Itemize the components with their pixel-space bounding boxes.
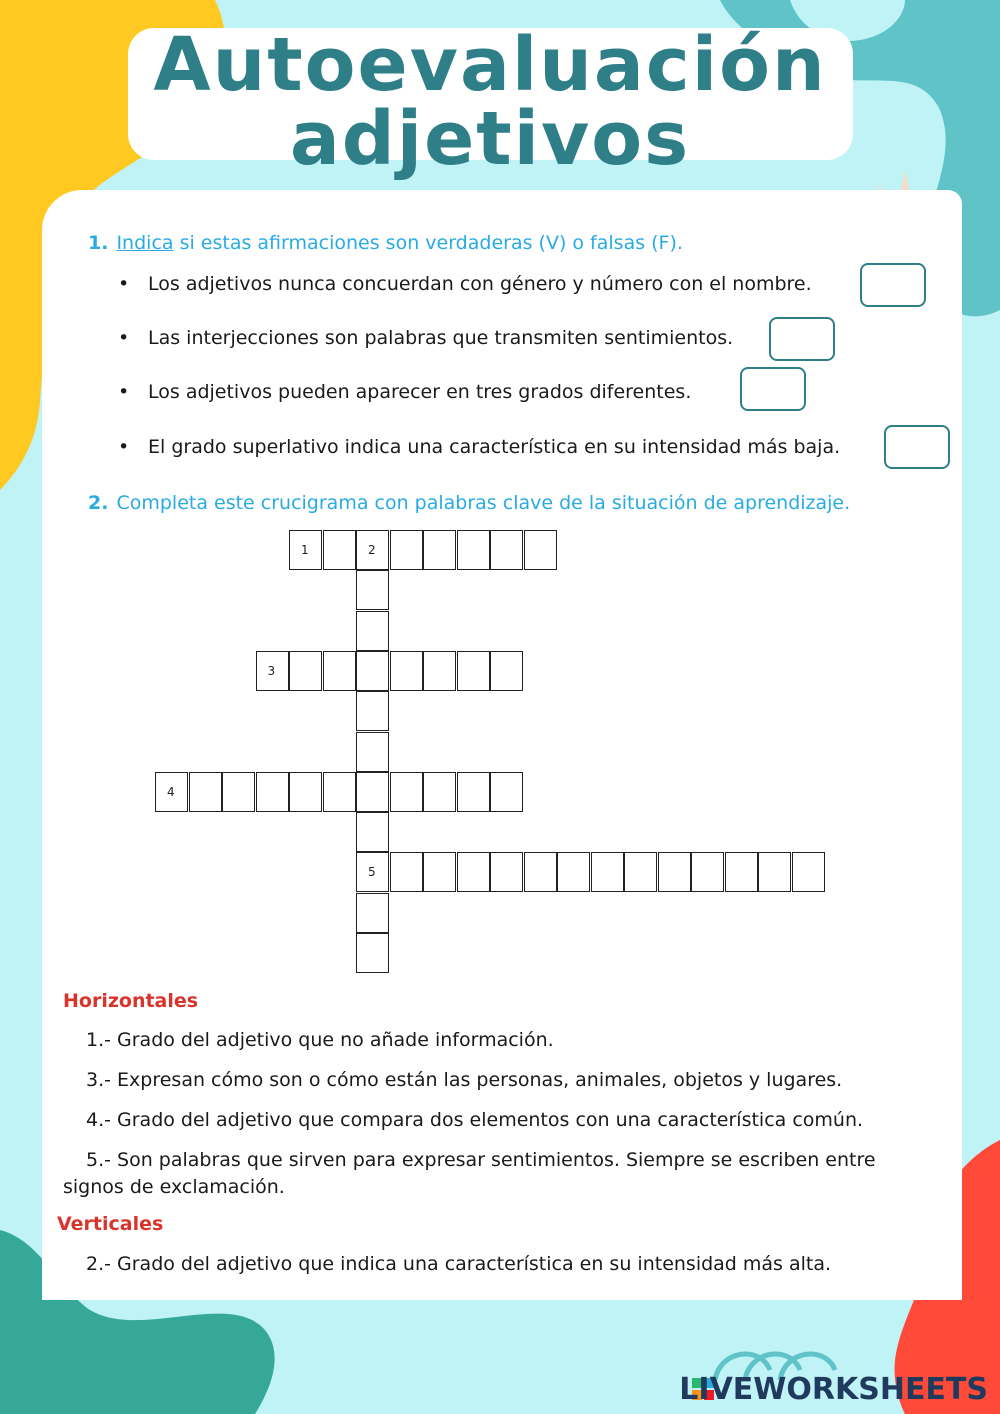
crossword-cell[interactable]	[457, 651, 490, 691]
crossword-cell[interactable]	[256, 651, 289, 691]
horizontal-clue-3: 3.- Expresan cómo son o cómo están las personas, animales, objetos y lugares.	[86, 1069, 843, 1091]
question1-text: si estas afirmaciones son verdaderas (V) o falsas (F).	[173, 232, 683, 254]
crossword-cell[interactable]	[356, 530, 389, 570]
crossword-cell[interactable]	[189, 772, 222, 812]
crossword-cell[interactable]	[289, 772, 322, 812]
statement-1: • Los adjetivos nunca concuerdan con género y número con el nombre.	[118, 273, 812, 295]
crossword-number: 4	[167, 784, 175, 799]
crossword-cell[interactable]	[390, 772, 423, 812]
crossword-cell[interactable]	[557, 852, 590, 892]
crossword-cell[interactable]	[356, 611, 389, 651]
crossword-cell[interactable]	[155, 772, 188, 812]
crossword-cell[interactable]	[490, 852, 523, 892]
statement-3: • Los adjetivos pueden aparecer en tres grados diferentes.	[118, 381, 692, 403]
horizontal-clue-1: 1.- Grado del adjetivo que no añade información.	[86, 1029, 554, 1051]
answer-box-2[interactable]	[769, 317, 835, 361]
crossword-number: 2	[368, 543, 376, 557]
crossword-cell[interactable]	[423, 530, 456, 570]
crossword-cell[interactable]	[658, 852, 691, 892]
footer-brand[interactable]: LIVEWORKSHEETS	[679, 1372, 988, 1407]
crossword-cell[interactable]	[691, 852, 724, 892]
crossword-cell[interactable]	[356, 893, 389, 933]
crossword-cell[interactable]	[323, 651, 356, 691]
horizontal-heading: Horizontales	[63, 990, 199, 1012]
crossword-cell[interactable]	[524, 852, 557, 892]
question2-number: 2.	[88, 492, 109, 514]
vertical-heading: Verticales	[57, 1213, 164, 1235]
crossword-cell[interactable]	[490, 772, 523, 812]
crossword-cell[interactable]	[390, 651, 423, 691]
statement-2: • Las interjecciones son palabras que transmiten sentimientos.	[118, 327, 734, 349]
vertical-clue-2: 2.- Grado del adjetivo que indica una característica en su intensidad más alta.	[86, 1253, 832, 1275]
horizontal-clue-4: 4.- Grado del adjetivo que compara dos elementos con una característica común.	[86, 1109, 864, 1131]
crossword-cell[interactable]	[356, 812, 389, 852]
crossword-cell[interactable]	[490, 651, 523, 691]
crossword-cell[interactable]	[624, 852, 657, 892]
crossword-cell[interactable]	[356, 691, 389, 731]
answer-box-4[interactable]	[884, 425, 950, 469]
crossword-cell[interactable]	[390, 852, 423, 892]
crossword-cell[interactable]	[423, 651, 456, 691]
crossword-cell[interactable]	[289, 651, 322, 691]
answer-box-1[interactable]	[860, 263, 926, 307]
crossword-number: 5	[368, 865, 376, 880]
crossword-number: 1	[301, 543, 309, 557]
horizontal-clue-5: 5.- Son palabras que sirven para expresar sentimientos. Siempre se escriben entre	[86, 1149, 876, 1171]
crossword-cell[interactable]	[356, 651, 389, 691]
crossword-cell[interactable]	[356, 570, 389, 610]
crossword-cell[interactable]	[758, 852, 791, 892]
page-title-line2: adjetivos	[289, 96, 691, 182]
crossword-cell[interactable]	[323, 772, 356, 812]
crossword-cell[interactable]	[356, 933, 389, 973]
horizontal-clue-5-cont: signos de exclamación.	[63, 1176, 285, 1198]
crossword-cell[interactable]	[457, 530, 490, 570]
crossword-cell[interactable]	[423, 772, 456, 812]
crossword-cell[interactable]	[289, 530, 322, 570]
crossword-cell[interactable]	[356, 732, 389, 772]
crossword-cell[interactable]	[423, 852, 456, 892]
page-title-line1: Autoevaluación	[153, 22, 827, 108]
crossword-cell[interactable]	[457, 852, 490, 892]
crossword-cell[interactable]	[524, 530, 557, 570]
crossword-cell[interactable]	[256, 772, 289, 812]
question2-text: Completa este crucigrama con palabras clave de la situación de aprendizaje.	[116, 492, 851, 514]
crossword-cell[interactable]	[323, 530, 356, 570]
crossword-cell[interactable]	[356, 852, 389, 892]
question1-number: 1.	[88, 232, 109, 254]
crossword-cell[interactable]	[725, 852, 758, 892]
crossword-cell[interactable]	[457, 772, 490, 812]
question1-link[interactable]: Indica	[116, 232, 174, 254]
crossword-number: 3	[267, 663, 276, 678]
crossword-cell[interactable]	[792, 852, 825, 892]
crossword-cell[interactable]	[356, 772, 389, 812]
crossword-cell[interactable]	[390, 530, 423, 570]
question1-heading	[88, 232, 683, 254]
question2-heading	[88, 492, 850, 514]
statement-4: • El grado superlativo indica una característica en su intensidad más baja.	[118, 436, 841, 458]
crossword-cell[interactable]	[490, 530, 523, 570]
crossword-cell[interactable]	[591, 852, 624, 892]
crossword-cell[interactable]	[222, 772, 255, 812]
answer-box-3[interactable]	[740, 367, 806, 411]
